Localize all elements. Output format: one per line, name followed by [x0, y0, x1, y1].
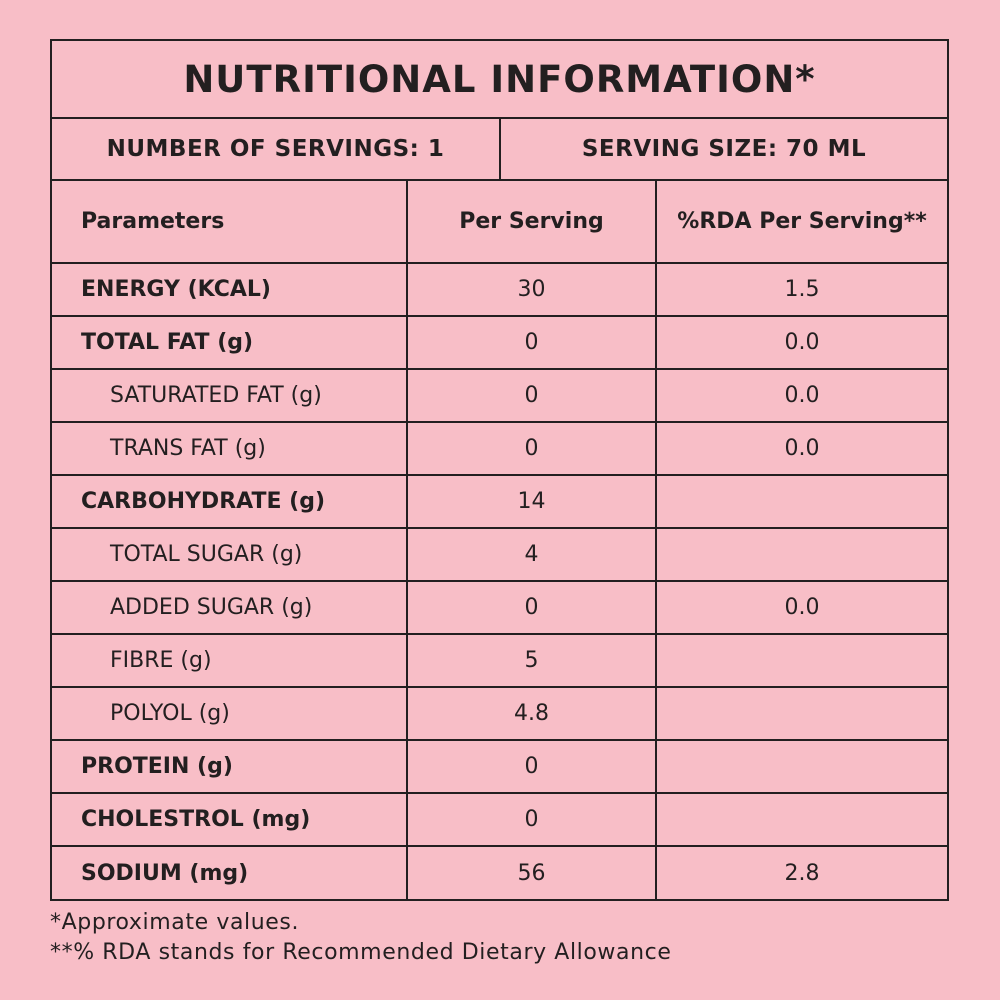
- table-row: [52, 263, 947, 316]
- row-rda: 2.8: [656, 846, 947, 899]
- row-label: CHOLESTROL (mg): [52, 793, 407, 846]
- row-rda: [656, 740, 947, 793]
- table-row: [52, 316, 947, 369]
- table-row: [52, 846, 947, 899]
- row-per-serving: 0: [407, 793, 656, 846]
- row-rda: [656, 475, 947, 528]
- row-label: SATURATED FAT (g): [52, 369, 407, 422]
- table-row: [52, 634, 947, 687]
- table-row: [52, 687, 947, 740]
- row-label: PROTEIN (g): [52, 740, 407, 793]
- footnote-approximate: *Approximate values.: [50, 910, 300, 935]
- column-header-parameters: Parameters: [81, 209, 225, 234]
- row-per-serving: 14: [407, 475, 656, 528]
- row-per-serving: 0: [407, 740, 656, 793]
- row-label: TOTAL SUGAR (g): [52, 528, 407, 581]
- footnote-rda: **% RDA stands for Recommended Dietary Allowance: [50, 940, 672, 965]
- table-row: [52, 740, 947, 793]
- servings-row: [52, 119, 947, 181]
- row-label: TRANS FAT (g): [52, 422, 407, 475]
- row-rda: 0.0: [656, 316, 947, 369]
- row-label: FIBRE (g): [52, 634, 407, 687]
- row-per-serving: 4.8: [407, 687, 656, 740]
- table-header-row: [52, 181, 947, 263]
- row-label: CARBOHYDRATE (g): [52, 475, 407, 528]
- nutrition-table: [52, 181, 947, 899]
- row-per-serving: 56: [407, 846, 656, 899]
- row-rda: 0.0: [656, 369, 947, 422]
- row-rda: [656, 793, 947, 846]
- row-label: ENERGY (KCAL): [52, 263, 407, 316]
- row-per-serving: 4: [407, 528, 656, 581]
- row-rda: 1.5: [656, 263, 947, 316]
- panel-title: NUTRITIONAL INFORMATION*: [52, 41, 947, 119]
- row-per-serving: 30: [407, 263, 656, 316]
- serving-size: SERVING SIZE: 70 ML: [581, 136, 867, 162]
- row-label: ADDED SUGAR (g): [52, 581, 407, 634]
- column-header-per-serving: Per Serving: [407, 181, 656, 263]
- row-rda: [656, 687, 947, 740]
- table-row: [52, 369, 947, 422]
- column-header-rda: %RDA Per Serving**: [656, 181, 947, 263]
- table-row: [52, 581, 947, 634]
- row-per-serving: 0: [407, 581, 656, 634]
- row-rda: 0.0: [656, 422, 947, 475]
- table-row: [52, 793, 947, 846]
- row-rda: [656, 528, 947, 581]
- row-per-serving: 5: [407, 634, 656, 687]
- table-row: [52, 528, 947, 581]
- table-row: [52, 422, 947, 475]
- table-row: [52, 475, 947, 528]
- row-per-serving: 0: [407, 369, 656, 422]
- row-label: POLYOL (g): [52, 687, 407, 740]
- row-rda: [656, 634, 947, 687]
- row-rda: 0.0: [656, 581, 947, 634]
- nutrition-panel: [50, 39, 949, 901]
- row-label: TOTAL FAT (g): [52, 316, 407, 369]
- row-per-serving: 0: [407, 316, 656, 369]
- row-per-serving: 0: [407, 422, 656, 475]
- number-of-servings: NUMBER OF SERVINGS: 1: [52, 119, 501, 179]
- footnotes: [50, 908, 671, 968]
- row-label: SODIUM (mg): [52, 846, 407, 899]
